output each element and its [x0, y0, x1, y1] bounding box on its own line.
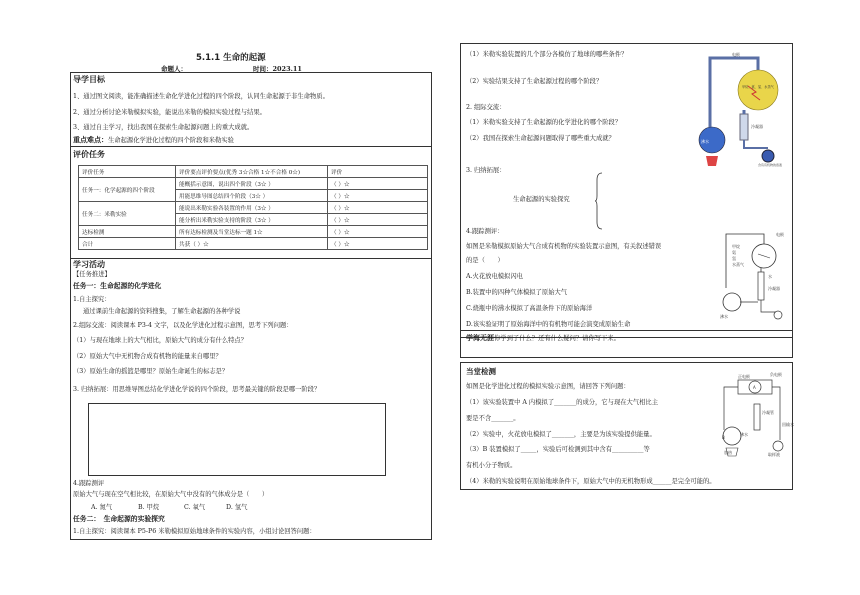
- table-cell: （ ）☆: [328, 190, 428, 202]
- r-track-option-b: B.装置中的四种气体模拟了原始大气: [466, 289, 568, 296]
- author-label: 命题人：: [161, 65, 187, 73]
- table-cell: 所有达标检测及当堂达标一题 1☆: [176, 226, 328, 238]
- table-cell: 达标检测: [79, 226, 176, 238]
- t1-q1: （1）与现在地球上的大气相比，原始大气的成分有什么特点？: [73, 337, 248, 344]
- table-cell: （ ）☆: [328, 178, 428, 190]
- fig3-label: 沸水: [740, 432, 748, 437]
- fig3-label: 负电极: [770, 372, 782, 377]
- divider: [70, 258, 432, 259]
- table-cell: 共获（ ）☆: [176, 238, 328, 250]
- r-track-q2: 的是（ ）: [466, 257, 504, 264]
- activity-heading: 学习活动: [73, 260, 105, 269]
- table-row: [79, 202, 428, 214]
- fig1-label: 甲烷、氨、氢、水蒸气: [742, 85, 774, 89]
- t1-self-study: 1.自主探究：: [73, 296, 111, 303]
- fig3-label: 加热: [724, 450, 732, 455]
- r-summary-label: 3. 归纳拓展：: [466, 167, 506, 174]
- t1-group: 2.组际交流：阅读课本 P3-4 文字，以及化学进化过程示意图，思考下列问题：: [73, 322, 293, 329]
- miller-line-figure: [718, 226, 793, 321]
- fig1-label: 电极: [732, 52, 740, 57]
- table-row: [79, 178, 428, 190]
- fig2-label: 甲烷: [732, 244, 740, 249]
- fig2-label: 氢: [732, 256, 736, 261]
- r-track-option-c: C.烧瓶中的沸水模拟了高温条件下的原始海洋: [466, 305, 593, 312]
- r-group-label: 2. 组际交流：: [466, 104, 506, 111]
- t1-track-question: 原始大气与现在空气相比较，在原始大气中没有的气体成分是（ ）: [73, 491, 269, 498]
- r-gq2: （2）我国在探索生命起源问题取得了哪些重大成就？: [466, 135, 615, 142]
- table-cell: 评价任务: [79, 166, 176, 178]
- table-cell: （ ）☆: [328, 226, 428, 238]
- table-cell: 能分析出米勒实验支持的阶段（3☆ ）: [176, 214, 328, 226]
- fig3-label: A: [753, 385, 756, 390]
- t1-track-option-d: D. 氢气: [226, 504, 248, 511]
- r-track-q1: 如图是米勒模拟原始大气合成有机物的实验装置示意图，有关叙述错误: [466, 243, 662, 250]
- brace-icon: [595, 172, 603, 230]
- table-cell: （ ）☆: [328, 214, 428, 226]
- table-row: [79, 226, 428, 238]
- key-label: 重点难点：: [73, 136, 108, 144]
- r-track-label: 4.跟踪测评：: [466, 228, 504, 235]
- test-heading: 当堂检测: [466, 367, 496, 376]
- fig3-label: 正电极: [738, 374, 750, 379]
- fig2-label: 水: [768, 274, 772, 279]
- reflect-label: 学海无涯: [466, 334, 494, 342]
- t1-q2: （2）原始大气中无机物合成有机物的能量来自哪里？: [73, 353, 222, 360]
- t1-summary: 3. 归纳拓展：用思维导图总结化学进化学说的四个阶段，思考最关键的阶段是哪一阶段？: [73, 386, 321, 393]
- table-cell: 能概括示意图，说出四个阶段（3☆ ）: [176, 178, 328, 190]
- t1-track: 4.跟踪测评: [73, 480, 105, 487]
- table-cell: 评价要点评价要点(优秀 3☆合格 1☆不合格 0☆): [176, 166, 328, 178]
- t2-self-study: 1.自主探究：阅读课本 P5-P6 米勒模拟原始地球条件的实验内容，小组讨论回答问题：: [73, 528, 316, 535]
- fig2-label: 冷凝器: [768, 286, 780, 291]
- fig2-label: 氨: [732, 250, 736, 255]
- test-q4: （4）米勒的实验说明在原始地球条件下，原始大气中的无机物形成______是完全可能的。: [466, 478, 716, 485]
- table-cell: （ ）☆: [328, 202, 428, 214]
- t1-q3: （3）原始生命的摇篮是哪里？原始生命诞生的标志是？: [73, 368, 229, 375]
- t1-track-option-a: A. 氮气: [91, 504, 113, 511]
- miller-apparatus-figure: [698, 48, 790, 168]
- table-cell: 用能思维导图总结四个阶段（3☆ ）: [176, 190, 328, 202]
- goal-2: 2、通过分析讨论米勒模拟实验，能说出米勒的模拟实验过程与结果。: [73, 109, 266, 116]
- mind-map-box: [88, 403, 386, 476]
- task1-title: 任务一：生命起源的化学进化: [73, 282, 162, 290]
- t1-track-option-b: B. 甲烷: [138, 504, 160, 511]
- fig2-label: 水蒸气: [732, 262, 744, 267]
- task2-title: 任务二： 生命起源的实验探究: [73, 515, 165, 523]
- test-q2: （2）实验中，火花放电模拟了_______，主要是为该实验提供能量。: [466, 431, 656, 438]
- fig3-label: 冷凝管: [762, 410, 774, 415]
- fig2-label: 沸水: [720, 314, 728, 319]
- goal-3: 3、通过自主学习，找出我国在探索生命起源问题上的重大成就。: [73, 124, 254, 131]
- fig3-label: B: [722, 435, 725, 440]
- time-label: 时间：2023.11: [253, 65, 302, 73]
- t1-self-study-text: 通过课前生命起源的资料搜集，了解生命起源的各种学说: [83, 308, 241, 315]
- fig3-label: 回输水: [782, 422, 794, 427]
- fig1-label: 含有有机物的溶液: [758, 163, 783, 167]
- r-q2: （2）实验结果支持了生命起源过程的哪个阶段？: [466, 78, 603, 85]
- reflect-line: [466, 335, 620, 342]
- table-cell: 任务二：米勒实验: [79, 202, 176, 226]
- table-row: [79, 238, 428, 250]
- table-cell: 能说出米勒实验各装置的作用（3☆ ）: [176, 202, 328, 214]
- t1-track-option-c: C. 氧气: [184, 504, 206, 511]
- table-cell: 合计: [79, 238, 176, 250]
- r-track-option-d: D.该实验证明了原始海洋中的有机物可能会演变成原始生命: [466, 321, 631, 328]
- test-q1a: （1）该实验装置中 A 内模拟了_______的成分，它与现在大气相比主: [466, 399, 659, 406]
- key-text: 生命起源化学进化过程的四个阶段和米勒实验: [108, 137, 234, 144]
- goal-1: 1、通过图文阅读，能准确描述生命化学进化过程的四个阶段，认同生命起源于非生命物质。: [73, 93, 329, 100]
- chemical-evolution-figure: [720, 370, 792, 458]
- task-push: 【任务推进】: [73, 271, 111, 278]
- key-points: [73, 137, 234, 144]
- fig1-label: 沸水: [701, 139, 709, 144]
- table-cell: 任务一：化学起源的四个阶段: [79, 178, 176, 202]
- divider: [70, 146, 432, 147]
- r-q1: （1）米勒实验装置的几个部分各模仿了地球的哪些条件？: [466, 51, 628, 58]
- table-cell: （ ）☆: [328, 238, 428, 250]
- table-cell: 评价: [328, 166, 428, 178]
- test-q3b: 有机小分子物质。: [466, 462, 517, 469]
- fig3-label: 取样液: [768, 452, 780, 457]
- reflect-text: 你学到了什么？还有什么疑问？请你写下来。: [494, 335, 620, 342]
- eval-heading: 评价任务: [73, 150, 105, 159]
- doc-title: 5.1.1 生命的起源: [196, 53, 266, 63]
- table-row: [79, 166, 428, 178]
- r-gq1: （1）米勒实验支持了生命起源的化学进化的哪个阶段？: [466, 119, 622, 126]
- test-intro: 如图是化学进化过程的模拟实验示意图，请回答下列问题：: [466, 383, 630, 390]
- eval-table: [78, 165, 428, 250]
- fig1-label: 冷凝器: [751, 124, 763, 129]
- test-q1b: 要是不含_______。: [466, 415, 520, 422]
- goals-heading: 导学目标: [73, 75, 105, 84]
- r-summary-center: 生命起源的实验探究: [513, 196, 570, 203]
- r-track-option-a: A.火花放电模拟闪电: [466, 273, 523, 280]
- test-q3a: （3）B 装置模拟了_____，实验后可检测到其中含有__________等: [466, 446, 650, 453]
- fig2-label: 电极: [776, 232, 784, 237]
